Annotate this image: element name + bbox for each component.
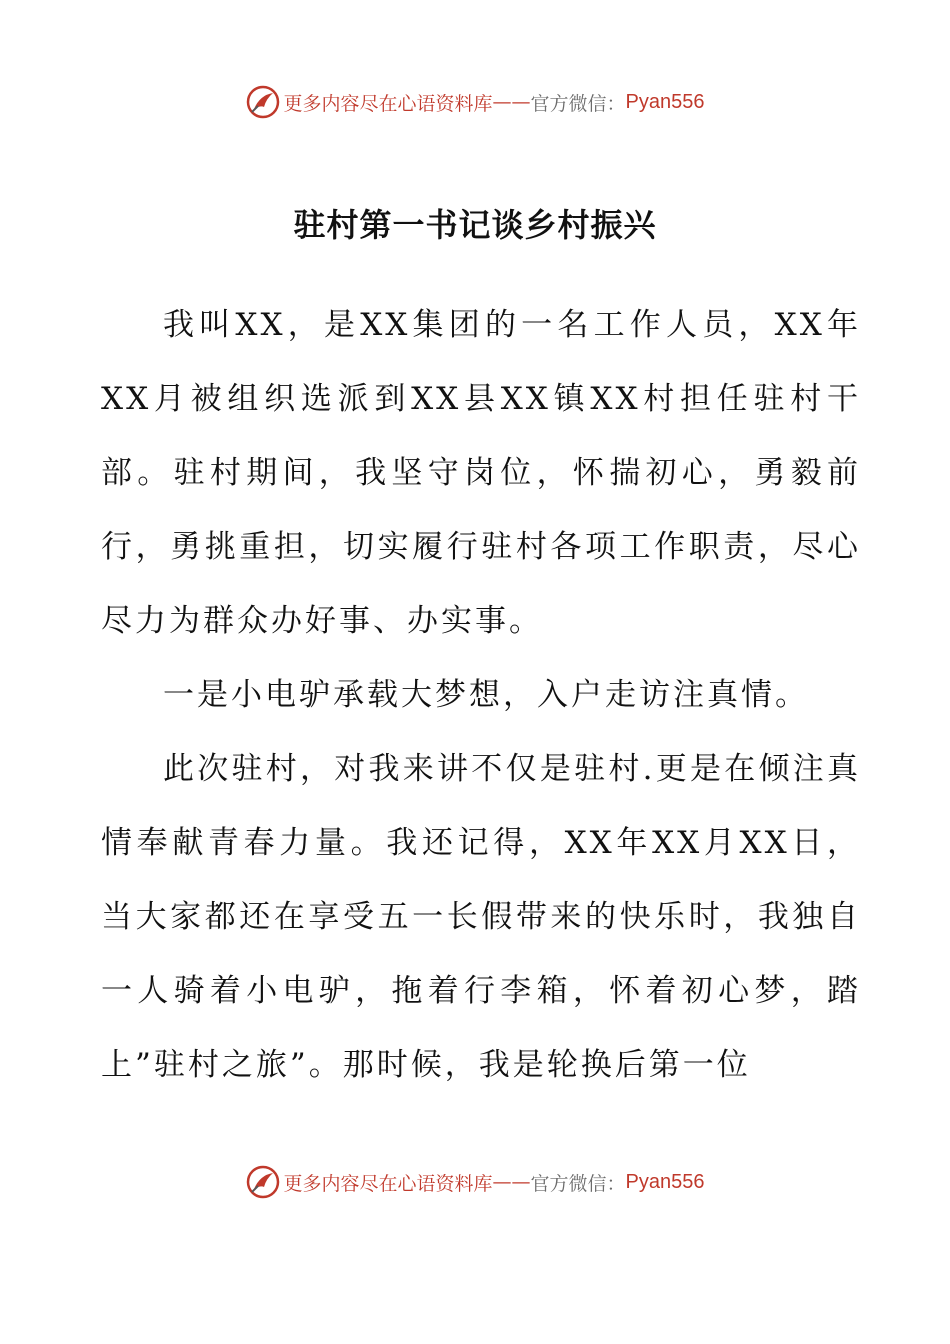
banner-text: 更多内容尽在心语资料库 bbox=[283, 1172, 493, 1195]
banner-wechat-label: 官方微信： bbox=[530, 1172, 626, 1195]
banner-wechat-label: 官方微信： bbox=[530, 92, 626, 115]
banner-dash: —— bbox=[492, 91, 531, 113]
banner-wechat-id: Pyan556 bbox=[625, 1170, 705, 1193]
paragraph: 一是小电驴承载大梦想，入户走访注真情。 bbox=[163, 677, 809, 713]
banner-dash: —— bbox=[492, 1171, 531, 1193]
paragraph: 此次驻村，对我来讲不仅是驻村.更是在倾注真情奉献青春力量。我还记得，XX年XX月XX日，当大家都还在享受五一长假带来的快乐时，我独自一人骑着小电驴，拖着行李箱，怀着初心梦，踏上”驻村之旅”。那时候，我是轮换后第一位 bbox=[101, 751, 861, 1083]
document-body bbox=[101, 288, 861, 1102]
header-banner bbox=[0, 82, 950, 122]
logo-icon bbox=[246, 85, 280, 119]
paragraph: 我叫XX，是XX集团的一名工作人员，XX年XX月被组织选派到XX县XX镇XX村担任驻村干部。驻村期间，我坚守岗位，怀揣初心，勇毅前行，勇挑重担，切实履行驻村各项工作职责，尽心尽力为群众办好事、办实事。 bbox=[101, 307, 861, 639]
footer-banner bbox=[0, 1162, 950, 1202]
banner-wechat-id: Pyan556 bbox=[625, 90, 705, 113]
logo-icon bbox=[246, 1165, 280, 1199]
document-title: 驻村第一书记谈乡村振兴 bbox=[293, 206, 657, 244]
banner-text: 更多内容尽在心语资料库 bbox=[283, 92, 493, 115]
